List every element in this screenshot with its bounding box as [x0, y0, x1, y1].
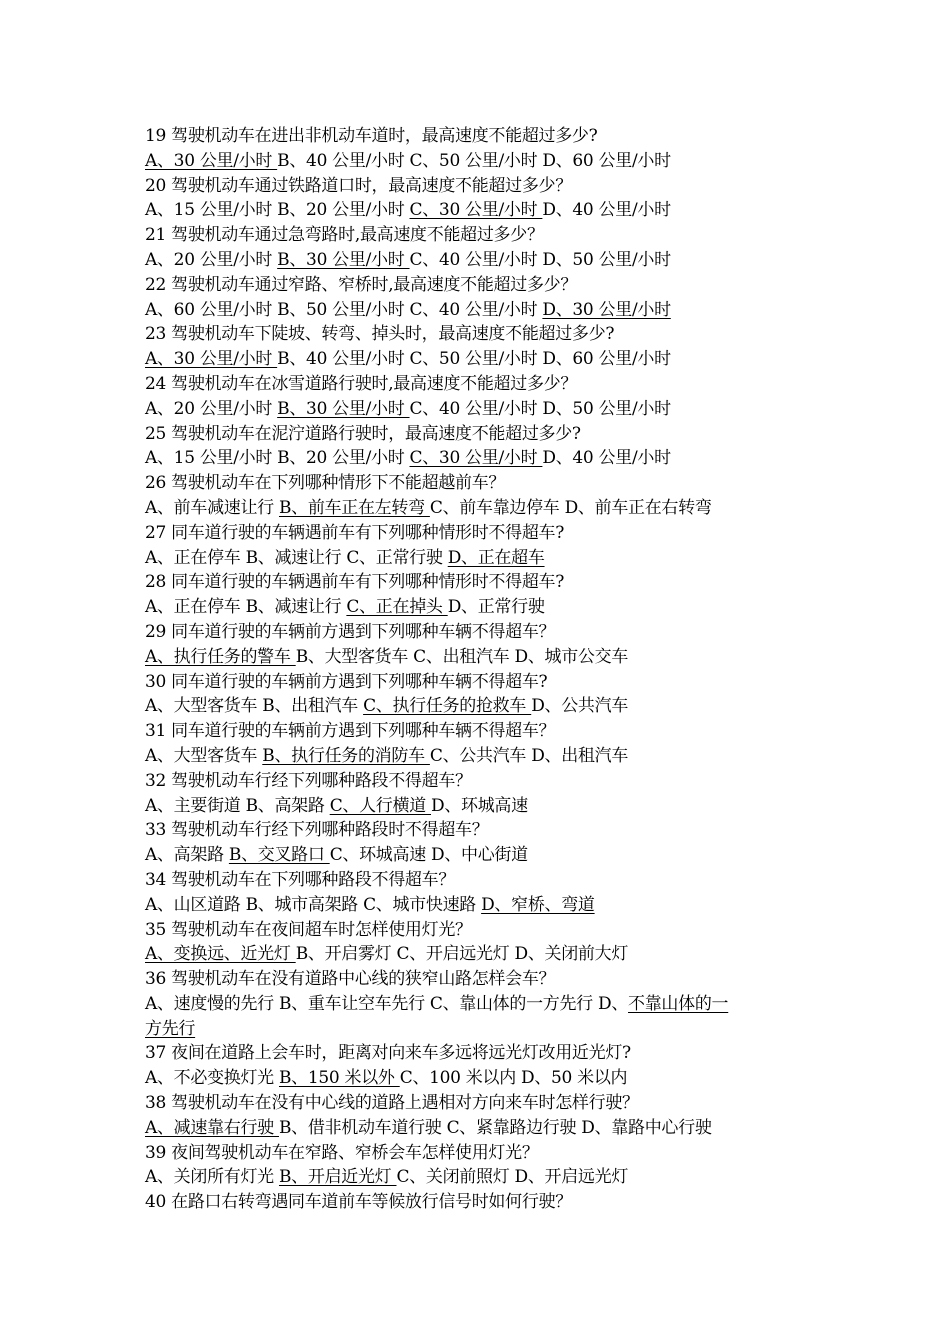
- text-line: [145, 769, 825, 794]
- text-segment: A、不必变换灯光: [145, 1068, 279, 1089]
- text-line: [145, 198, 825, 223]
- text-segment: 36 驾驶机动车在没有道路中心线的狭窄山路怎样会车？: [145, 969, 556, 990]
- text-segment: 28 同车道行驶的车辆遇前车有下列哪种情形时不得超车?: [145, 572, 565, 593]
- text-segment: C、公共汽车 D、出租汽车: [429, 745, 629, 766]
- text-line: [145, 868, 825, 893]
- text-segment: A、速度慢的先行 B、重车让空车先行 C、靠山体的一方先行 D、: [145, 993, 629, 1014]
- text-segment: B、开启雾灯 C、开启远光灯 D、关闭前大灯: [295, 944, 629, 965]
- answer-underlined: D、30 公里/小时: [542, 299, 671, 320]
- text-line: [145, 818, 825, 843]
- text-line: [145, 372, 825, 397]
- text-segment: 31 同车道行驶的车辆前方遇到下列哪种车辆不得超车？: [145, 721, 556, 742]
- text-segment: A、15 公里/小时 B、20 公里/小时: [145, 200, 410, 221]
- text-segment: 30 同车道行驶的车辆前方遇到下列哪种车辆不得超车?: [145, 671, 548, 692]
- answer-underlined: 方先行: [145, 1018, 196, 1039]
- text-segment: 20 驾驶机动车通过铁路道口时，最高速度不能超过多少？: [145, 175, 572, 196]
- answer-underlined: D、正在超车: [447, 547, 545, 568]
- text-segment: 23 驾驶机动车下陡坡、转弯、掉头时，最高速度不能超过多少?: [145, 324, 615, 345]
- text-segment: A、正在停车 B、减速让行: [145, 597, 347, 618]
- text-segment: A、山区道路 B、城市高架路 C、城市快速路: [145, 894, 482, 915]
- text-segment: A、高架路: [145, 845, 229, 866]
- text-line: [145, 992, 825, 1017]
- text-segment: B、40 公里/小时 C、50 公里/小时 D、60 公里/小时: [277, 349, 671, 370]
- answer-underlined: B、30 公里/小时: [277, 398, 410, 419]
- document-page: [145, 124, 825, 1215]
- text-line: [145, 248, 825, 273]
- text-segment: B、40 公里/小时 C、50 公里/小时 D、60 公里/小时: [277, 150, 671, 171]
- text-segment: A、大型客货车 B、出租汽车: [145, 696, 364, 717]
- text-segment: 19 驾驶机动车在进出非机动车道时，最高速度不能超过多少?: [145, 126, 598, 146]
- answer-underlined: B、前车正在左转弯: [278, 497, 430, 518]
- text-line: [145, 496, 825, 521]
- answer-underlined: B、交叉路口: [228, 845, 330, 866]
- text-segment: C、40 公里/小时 D、50 公里/小时: [409, 398, 671, 419]
- text-line: [145, 1116, 825, 1141]
- answer-underlined: B、30 公里/小时: [277, 249, 410, 270]
- answer-underlined: 不靠山体的一: [628, 993, 729, 1014]
- text-segment: A、20 公里/小时: [145, 398, 278, 419]
- text-segment: C、关闭前照灯 D、开启远光灯: [396, 1167, 629, 1188]
- text-line: [145, 893, 825, 918]
- text-segment: A、60 公里/小时 B、50 公里/小时 C、40 公里/小时: [145, 299, 543, 320]
- text-segment: A、关闭所有灯光: [145, 1167, 279, 1188]
- answer-underlined: A、30 公里/小时: [145, 150, 278, 171]
- text-segment: C、环城高速 D、中心街道: [329, 845, 528, 866]
- answer-underlined: C、执行任务的抢救车: [363, 696, 532, 717]
- text-line: [145, 1041, 825, 1066]
- text-line: [145, 1190, 825, 1215]
- text-line: [145, 744, 825, 769]
- text-segment: C、40 公里/小时 D、50 公里/小时: [409, 249, 671, 270]
- text-segment: B、大型客货车 C、出租汽车 D、城市公交车: [295, 646, 629, 667]
- answer-underlined: C、30 公里/小时: [409, 448, 543, 469]
- text-segment: A、20 公里/小时: [145, 249, 278, 270]
- text-line: [145, 694, 825, 719]
- answer-underlined: D、窄桥、弯道: [481, 894, 595, 915]
- text-segment: D、40 公里/小时: [542, 200, 671, 221]
- text-line: [145, 570, 825, 595]
- text-segment: A、主要街道 B、高架路: [145, 795, 330, 816]
- answer-underlined: C、正在掉头: [346, 597, 448, 618]
- text-segment: 24 驾驶机动车在冰雪道路行驶时,最高速度不能超过多少？: [145, 373, 578, 394]
- text-segment: D、环城高速: [431, 795, 528, 816]
- text-line: [145, 967, 825, 992]
- answer-underlined: A、变换远、近光灯: [145, 944, 296, 965]
- text-line: [145, 942, 825, 967]
- answer-underlined: B、执行任务的消防车: [262, 745, 430, 766]
- text-line: [145, 521, 825, 546]
- text-segment: A、前车减速让行: [145, 497, 279, 518]
- text-segment: 34 驾驶机动车在下列哪种路段不得超车？: [145, 869, 456, 890]
- text-line: [145, 298, 825, 323]
- text-segment: 27 同车道行驶的车辆遇前车有下列哪种情形时不得超车?: [145, 522, 565, 543]
- answer-underlined: B、开启近光灯: [278, 1167, 397, 1188]
- text-segment: D、公共汽车: [531, 696, 629, 717]
- text-line: [145, 397, 825, 422]
- answer-underlined: A、减速靠右行驶: [145, 1117, 279, 1138]
- text-line: [145, 595, 825, 620]
- text-line: [145, 670, 825, 695]
- text-line: [145, 620, 825, 645]
- text-segment: C、前车靠边停车 D、前车正在右转弯: [429, 497, 712, 518]
- text-line: [145, 322, 825, 347]
- text-line: [145, 124, 825, 149]
- answer-underlined: B、150 米以外: [278, 1068, 400, 1089]
- text-segment: 37 夜间在道路上会车时，距离对向来车多远将远光灯改用近光灯?: [145, 1043, 631, 1064]
- text-segment: 26 驾驶机动车在下列哪种情形下不能超越前车？: [145, 473, 506, 494]
- text-line: [145, 645, 825, 670]
- text-segment: 32 驾驶机动车行经下列哪种路段不得超车？: [145, 770, 472, 791]
- text-segment: 35 驾驶机动车在夜间超车时怎样使用灯光？: [145, 919, 472, 940]
- answer-underlined: C、30 公里/小时: [409, 200, 543, 221]
- text-line: [145, 1165, 825, 1190]
- text-segment: 38 驾驶机动车在没有中心线的道路上遇相对方向来车时怎样行驶？: [145, 1093, 639, 1114]
- text-segment: 39 夜间驾驶机动车在窄路、窄桥会车怎样使用灯光？: [145, 1142, 539, 1163]
- text-line: [145, 422, 825, 447]
- text-line: [145, 174, 825, 199]
- text-line: [145, 918, 825, 943]
- text-segment: A、大型客货车: [145, 745, 263, 766]
- text-line: [145, 223, 825, 248]
- text-segment: C、100 米以内 D、50 米以内: [399, 1068, 628, 1089]
- text-line: [145, 149, 825, 174]
- text-line: [145, 794, 825, 819]
- text-segment: 29 同车道行驶的车辆前方遇到下列哪种车辆不得超车？: [145, 621, 556, 642]
- answer-underlined: A、执行任务的警车: [145, 646, 296, 667]
- text-line: [145, 471, 825, 496]
- text-segment: 21 驾驶机动车通过急弯路时,最高速度不能超过多少？: [145, 225, 544, 246]
- text-line: [145, 273, 825, 298]
- text-line: [145, 1091, 825, 1116]
- text-segment: 22 驾驶机动车通过窄路、窄桥时,最高速度不能超过多少？: [145, 274, 578, 295]
- text-segment: 33 驾驶机动车行经下列哪种路段时不得超车？: [145, 820, 489, 841]
- text-line: [145, 1017, 825, 1042]
- text-segment: A、正在停车 B、减速让行 C、正常行驶: [145, 547, 448, 568]
- text-line: [145, 719, 825, 744]
- text-segment: 25 驾驶机动车在泥泞道路行驶时，最高速度不能超过多少?: [145, 423, 581, 444]
- text-line: [145, 1141, 825, 1166]
- answer-underlined: A、30 公里/小时: [145, 349, 278, 370]
- text-line: [145, 843, 825, 868]
- text-line: [145, 446, 825, 471]
- text-segment: A、15 公里/小时 B、20 公里/小时: [145, 448, 410, 469]
- text-line: [145, 546, 825, 571]
- text-segment: D、正常行驶: [447, 597, 545, 618]
- text-line: [145, 1066, 825, 1091]
- text-segment: 40 在路口右转弯遇同车道前车等候放行信号时如何行驶？: [145, 1192, 572, 1213]
- text-segment: D、40 公里/小时: [542, 448, 671, 469]
- text-segment: B、借非机动车道行驶 C、紧靠路边行驶 D、靠路中心行驶: [278, 1117, 712, 1138]
- answer-underlined: C、人行横道: [329, 795, 431, 816]
- text-line: [145, 347, 825, 372]
